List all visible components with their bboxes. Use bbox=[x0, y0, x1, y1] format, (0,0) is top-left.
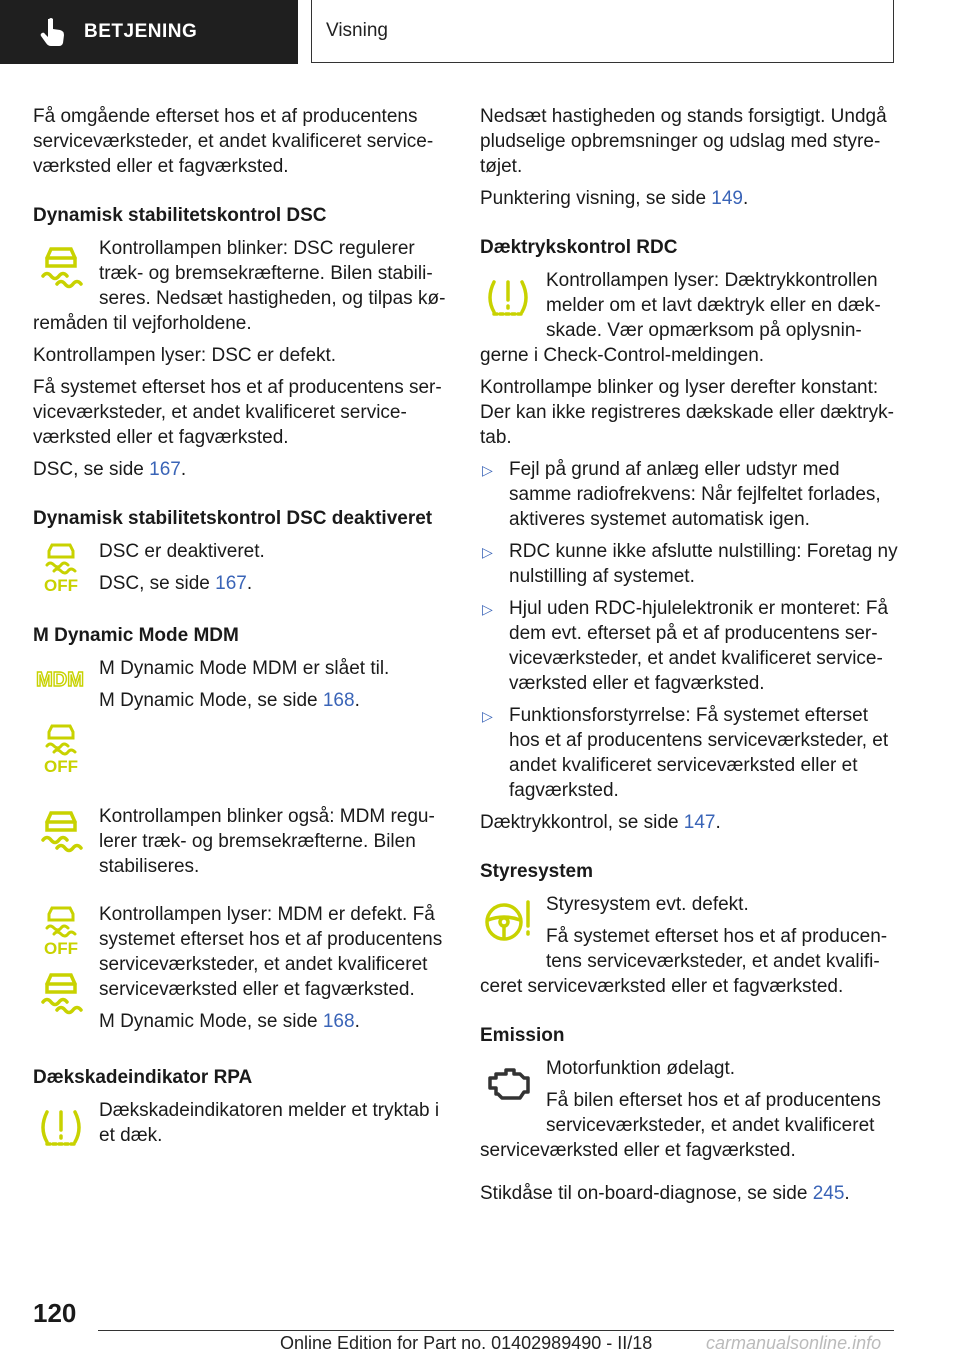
rdc-text-2: Kontrollampe blinker og lyser derefter konstant: Der kan ikke registreres dækskade eller dæktryktab. bbox=[480, 377, 894, 448]
intro-paragraph: Få omgående efterset hos et af producentens serviceværksteder, et andet kvalificeret serviceværksted eller et fagværksted. bbox=[33, 106, 434, 177]
list-item: ▷ Fejl på grund af anlæg eller udstyr med samme radiofrekvens: Når fejlfeltet forlades, aktiveres systemet automatisk igen. bbox=[482, 459, 881, 530]
subsection-box bbox=[311, 0, 894, 63]
hand-pointer-icon bbox=[40, 17, 68, 47]
emission-text-2: Få bilen efterset hos et af producentens serviceværksteder, et andet kvalificeret serviceværksted eller et fagværksted. bbox=[480, 1090, 881, 1161]
dsc-text-2: Kontrollampen lyser: DSC er defekt. bbox=[33, 345, 337, 366]
edition-note: Online Edition for Part no. 01402989490 - II/18 bbox=[280, 1333, 653, 1353]
mdm-page-link-2[interactable]: 168 bbox=[322, 1011, 355, 1032]
triangle-bullet-icon: ▷ bbox=[482, 708, 493, 724]
mdm-skid-icon-2 bbox=[33, 966, 99, 1029]
dsc-off-heading: Dynamisk stabilitetskontrol DSC deaktiveret bbox=[33, 508, 433, 529]
svg-text:OFF: OFF bbox=[44, 757, 78, 776]
mdm-page-link[interactable]: 168 bbox=[322, 690, 355, 711]
right-intro: Nedsæt hastigheden og stands forsigtigt. Undgå pludselige opbremsninger og udslag med styretøjet. bbox=[480, 106, 887, 177]
dsc-off-text: DSC er deaktiveret. bbox=[99, 541, 265, 562]
steering-text-2: Få systemet efterset hos et af producentens serviceværksteder, et andet kvalificeret serviceværksted eller et fagværksted. bbox=[480, 926, 888, 997]
rpa-text: Dækskadeindikatoren melder et tryktab i et dæk. bbox=[99, 1100, 440, 1146]
left-column bbox=[33, 104, 453, 1158]
rdc-bullet-list bbox=[480, 457, 898, 803]
list-item: ▷ Hjul uden RDC-hjulelektronik er monteret: Få dem evt. efterset på et af producentens serviceværksteder, et andet kvalificeret serviceværksted eller et fagværksted. bbox=[482, 598, 889, 694]
section-title: BETJENING bbox=[84, 21, 198, 42]
steering-heading: Styresystem bbox=[480, 861, 594, 882]
puncture-reference: Punktering visning, se side 149. bbox=[480, 188, 749, 209]
mdm-off-icon-2 bbox=[33, 902, 99, 966]
mdm-reference-2: M Dynamic Mode, se side 168. bbox=[99, 1011, 360, 1032]
dsc-off-icon bbox=[33, 539, 99, 599]
subsection-title: Visning bbox=[326, 20, 388, 41]
dsc-page-link[interactable]: 167 bbox=[149, 459, 181, 480]
rdc-reference: Dæktrykkontrol, se side 147. bbox=[480, 812, 721, 833]
list-item: ▷ Funktionsforstyrrelse: Få systemet efterset hos et af producentens serviceværksteder, et andet kvalificeret serviceværksted eller et fagværksted. bbox=[482, 705, 889, 801]
tire-pressure-icon bbox=[480, 268, 546, 328]
mdm-icon bbox=[33, 656, 99, 720]
section-tab bbox=[0, 0, 298, 64]
right-column bbox=[480, 104, 898, 1213]
dsc-off-reference: DSC, se side 167. bbox=[99, 573, 253, 594]
dsc-heading: Dynamisk stabilitetskontrol DSC bbox=[33, 205, 327, 226]
footer-divider bbox=[98, 1330, 894, 1331]
dsc-reference: DSC, se side 167. bbox=[33, 459, 187, 480]
obd-reference: Stikdåse til on-board-diagnose, se side 245. bbox=[480, 1183, 850, 1204]
dsc-text-1: Kontrollampen blinker: DSC regulerer træk- og bremsekræfterne. Bilen stabiliseres. Nedsæt hastigheden, og tilpas køremåden til vejforholdene. bbox=[33, 238, 446, 334]
steering-warning-icon bbox=[480, 892, 546, 952]
steering-text-1: Styresystem evt. defekt. bbox=[546, 894, 749, 915]
list-item: ▷ RDC kunne ikke afslutte nulstilling: Foretag ny nulstilling af systemet. bbox=[482, 541, 898, 587]
mdm-text-2: Kontrollampen blinker også: MDM regulerer træk- og bremsekræfterne. Bilen stabiliseres. bbox=[99, 806, 435, 877]
puncture-page-link[interactable]: 149 bbox=[711, 188, 743, 209]
triangle-bullet-icon: ▷ bbox=[482, 544, 493, 560]
emission-heading: Emission bbox=[480, 1025, 565, 1046]
dsc-off-page-link[interactable]: 167 bbox=[215, 573, 247, 594]
mdm-reference: M Dynamic Mode, se side 168. bbox=[99, 690, 360, 711]
mdm-heading: M Dynamic Mode MDM bbox=[33, 625, 239, 646]
triangle-bullet-icon: ▷ bbox=[482, 462, 493, 478]
engine-icon bbox=[480, 1056, 546, 1116]
rdc-heading: Dæktrykskontrol RDC bbox=[480, 237, 678, 258]
mdm-text-1: M Dynamic Mode MDM er slået til. bbox=[99, 658, 390, 679]
page-number: 120 bbox=[33, 1298, 77, 1328]
rdc-text-1: Kontrollampen lyser: Dæktrykkontrollen melder om et lavt dæktryk eller en dækskade. Vær opmærksom på oplysningerne i Check-Control-meldingen. bbox=[480, 270, 881, 366]
mdm-skid-icon bbox=[33, 804, 99, 864]
mdm-text-3: Kontrollampen lyser: MDM er defekt. Få systemet efterset hos et af producentens serviceværksteder, et andet kvalificeret serviceværksted eller et fagværksted. bbox=[99, 904, 443, 1000]
svg-text:MDM: MDM bbox=[36, 669, 84, 691]
tire-warning-icon bbox=[33, 1098, 99, 1158]
dsc-text-3: Få systemet efterset hos et af producentens serviceværksteder, et andet kvalificeret serviceværksted eller et fagværksted. bbox=[33, 377, 442, 448]
dsc-skid-icon bbox=[33, 236, 99, 296]
emission-text-1: Motorfunktion ødelagt. bbox=[546, 1058, 736, 1079]
triangle-bullet-icon: ▷ bbox=[482, 601, 493, 617]
svg-text:OFF: OFF bbox=[44, 576, 78, 595]
rpa-heading: Dækskadeindikator RPA bbox=[33, 1067, 253, 1088]
mdm-off-icon bbox=[33, 720, 99, 783]
rdc-page-link[interactable]: 147 bbox=[683, 812, 716, 833]
watermark: carmanualsonline.info bbox=[706, 1333, 882, 1353]
svg-text:OFF: OFF bbox=[44, 939, 78, 958]
obd-page-link[interactable]: 245 bbox=[812, 1183, 845, 1204]
